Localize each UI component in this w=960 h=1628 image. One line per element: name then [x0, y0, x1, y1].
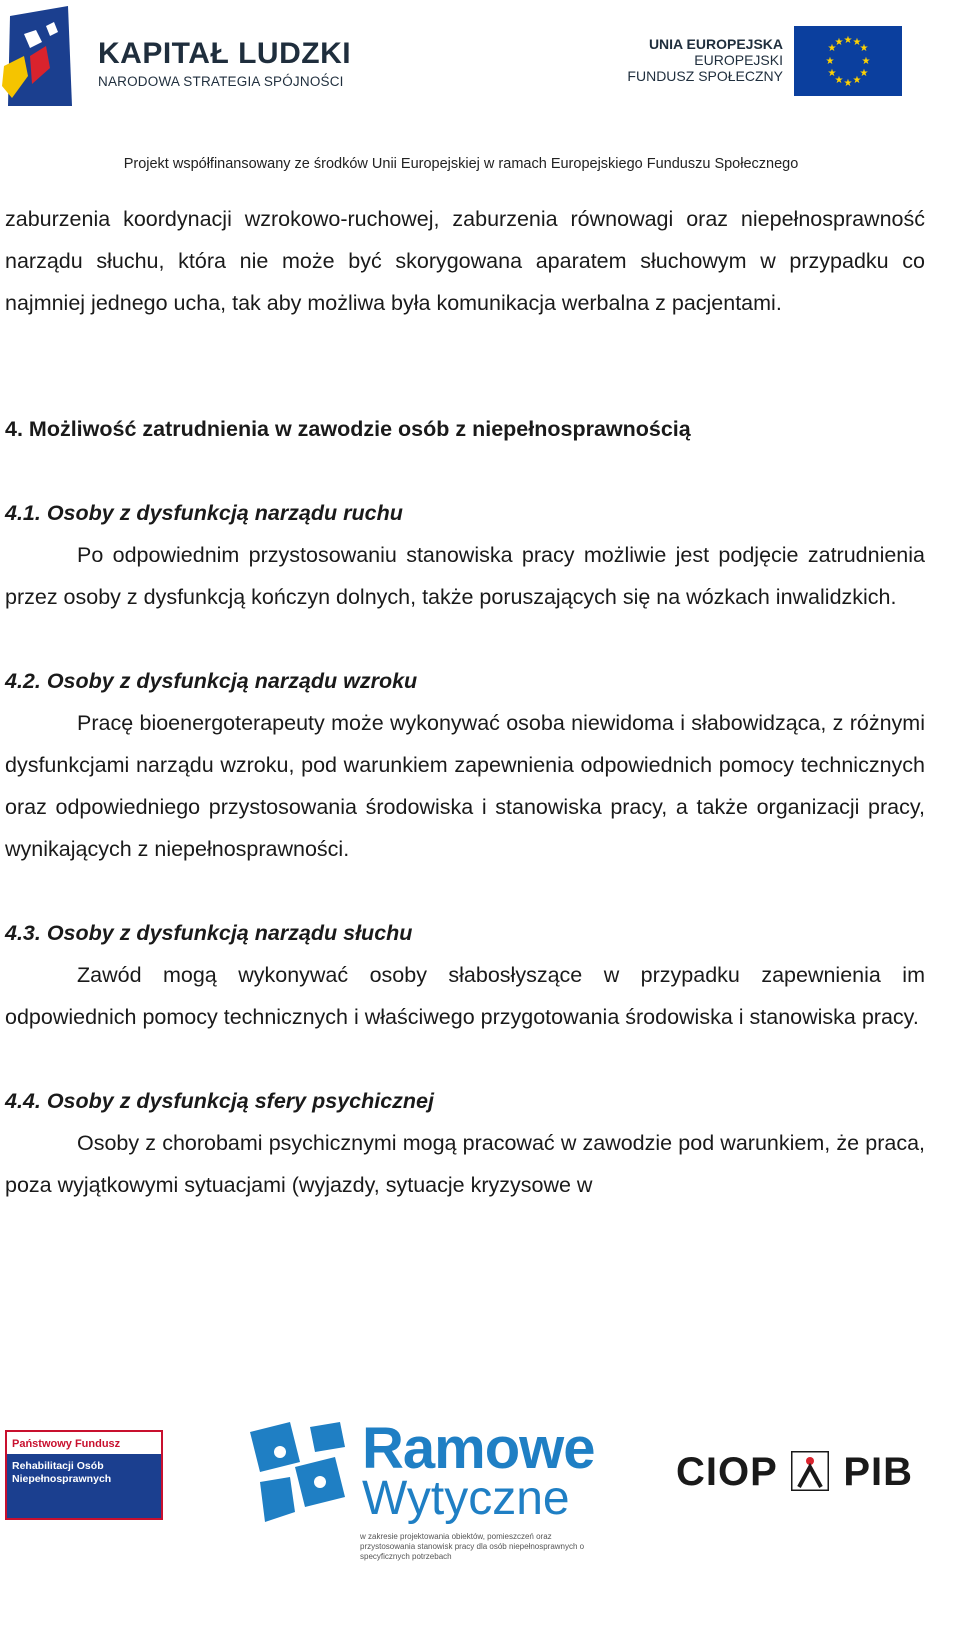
ciop-text: CIOP	[676, 1450, 778, 1494]
eu-flag-icon	[794, 26, 902, 96]
page-header	[0, 0, 960, 190]
svg-text:★: ★	[834, 75, 844, 86]
subsection-heading-4-2: 4.2. Osoby z dysfunkcją narządu wzroku	[5, 669, 418, 693]
project-cofinancing-note: Projekt współfinansowany ze środków Unii Europejskiej w ramach Europejskiego Funduszu Społecznego	[123, 156, 799, 172]
pfron-lines	[7, 1454, 161, 1492]
ciop-person-icon	[791, 1451, 829, 1491]
pfron-line-1: Państwowy Fundusz	[7, 1432, 161, 1454]
kapital-subtitle: NARODOWA STRATEGIA SPÓJNOŚCI	[98, 74, 344, 89]
kapital-ludzki-wordmark	[98, 38, 351, 89]
spacer	[5, 450, 925, 492]
svg-text:★: ★	[843, 35, 853, 46]
svg-text:★: ★	[843, 78, 853, 89]
kapital-ludzki-logo-icon	[2, 6, 74, 116]
eu-line-2: EUROPEJSKI	[694, 52, 783, 68]
subsection-text-4-3: Zawód mogą wykonywać osoby słabosłyszące w przypadku zapewnienia im odpowiednich pomocy technicznych i właściwego przygotowania środowiska i stanowiska pracy.	[5, 963, 925, 1029]
svg-text:★: ★	[861, 56, 871, 67]
spacer	[5, 870, 925, 912]
svg-text:★: ★	[859, 43, 869, 54]
kapital-title: KAPITAŁ LUDZKI	[98, 37, 352, 70]
intro-paragraph: zaburzenia koordynacji wzrokowo-ruchowej, zaburzenia równowagi oraz niepełnosprawność narządu słuchu, która nie może być skorygowana aparatem słuchowym w przypadku co najmniej jednego ucha, tak aby możliwa była komunikacja werbalna z pacjentami.	[5, 207, 925, 315]
subsection-heading-4-1: 4.1. Osoby z dysfunkcją narządu ruchu	[5, 501, 403, 525]
ciop-pib-logo	[676, 1450, 913, 1495]
subsection-text-4-4: Osoby z chorobami psychicznymi mogą pracować w zawodzie pod warunkiem, że praca, poza wyjątkowymi sytuacjami (wyjazdy, sytuacje kryzysowe w	[5, 1131, 925, 1197]
subsection-heading-4-4: 4.4. Osoby z dysfunkcją sfery psychicznej	[5, 1089, 434, 1113]
subsection-heading-4-3: 4.3. Osoby z dysfunkcją narządu słuchu	[5, 921, 413, 945]
pib-text: PIB	[843, 1450, 914, 1494]
spacer	[5, 1038, 925, 1080]
pfron-logo	[5, 1430, 163, 1520]
ramowe-subtitle: w zakresie projektowania obiektów, pomieszczeń oraz przystosowania stanowisk pracy dla osób niepełnosprawnych o specyficznych potrzebach	[360, 1532, 585, 1561]
svg-text:★: ★	[859, 68, 869, 79]
section-heading: 4. Możliwość zatrudnienia w zawodzie osób z niepełnosprawnością	[5, 417, 691, 441]
svg-text:★: ★	[827, 68, 837, 79]
page-footer	[0, 1410, 960, 1628]
eu-wordmark	[620, 36, 783, 84]
wytyczne-title: Wytyczne	[362, 1472, 570, 1525]
eu-line-3: FUNDUSZ SPOŁECZNY	[627, 68, 783, 84]
svg-text:★: ★	[852, 75, 862, 86]
ramowe-wytyczne-emblem-icon	[250, 1422, 360, 1532]
document-body	[5, 198, 925, 1206]
spacer	[5, 618, 925, 660]
svg-text:★: ★	[852, 37, 862, 48]
eu-line-1: UNIA EUROPEJSKA	[648, 36, 783, 52]
svg-text:★: ★	[827, 43, 837, 54]
svg-text:★: ★	[834, 37, 844, 48]
pfron-line-3: Niepełnosprawnych	[12, 1473, 112, 1485]
subsection-text-4-2: Pracę bioenergoterapeuty może wykonywać osoba niewidoma i słabowidząca, z różnymi dysfunkcjami narządu wzroku, pod warunkiem zapewnienia odpowiednich pomocy technicznych oraz odpowiedniego przystosowania środowiska i stanowiska pracy, a także organizacji pracy, wynikających z niepełnosprawności.	[5, 711, 925, 861]
subsection-text-4-1: Po odpowiednim przystosowaniu stanowiska pracy możliwie jest podjęcie zatrudnienia przez osoby z dysfunkcją kończyn dolnych, także poruszających się na wózkach inwalidzkich.	[5, 543, 925, 609]
svg-text:★: ★	[825, 56, 835, 67]
ramowe-title: Ramowe	[362, 1416, 595, 1481]
spacer	[5, 324, 925, 408]
pfron-line-2: Rehabilitacji Osób	[12, 1460, 104, 1472]
